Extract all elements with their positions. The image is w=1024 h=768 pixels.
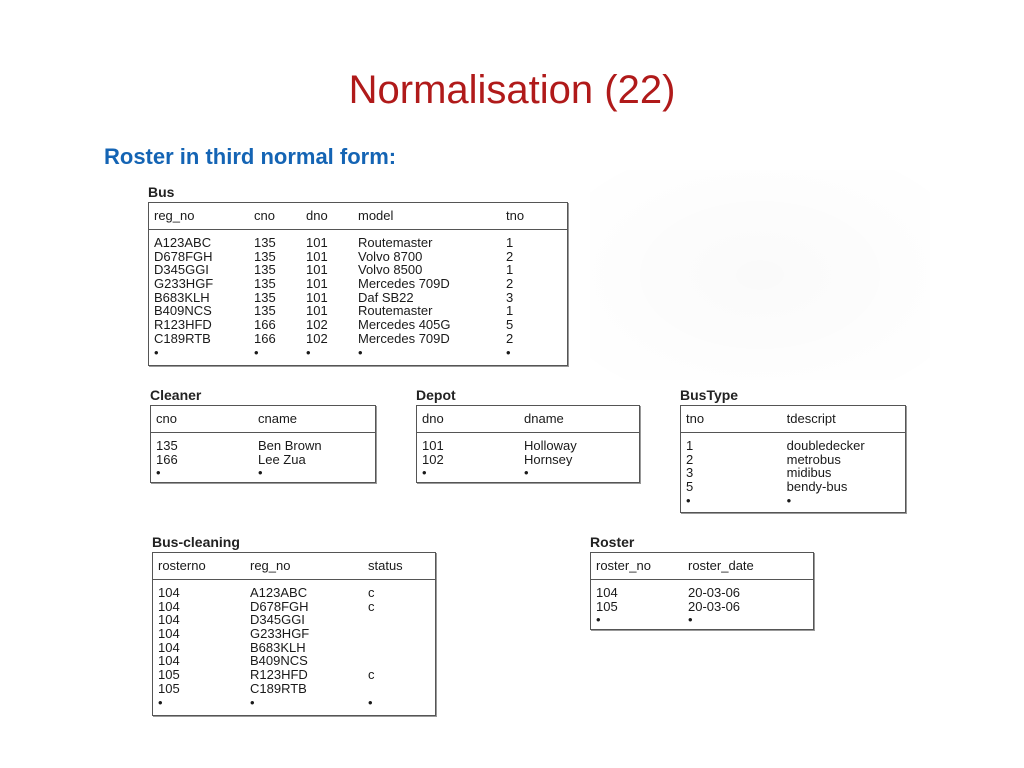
table-cell: 104: [158, 613, 180, 628]
table-cell: 2: [506, 277, 514, 291]
table-cell: 135: [254, 304, 276, 319]
table-row: [153, 586, 435, 600]
table-row: [149, 236, 567, 250]
table-roster: [590, 532, 814, 630]
table-title: Depot: [416, 387, 456, 403]
table-cell: 105: [158, 681, 180, 696]
table-row: [151, 439, 375, 453]
table-cell: 2: [506, 331, 514, 346]
table-depot: [416, 385, 640, 483]
table-cell: Volvo 8500: [358, 263, 423, 278]
table-cell: Ben Brown: [258, 439, 322, 453]
table-cell: 101: [306, 304, 328, 319]
table-cell: 101: [306, 249, 328, 264]
table-row: [153, 696, 435, 710]
table-row: [681, 439, 905, 453]
table-cell: 5: [506, 318, 514, 332]
table-row: [149, 346, 567, 360]
table-cell: •: [422, 466, 427, 481]
table-bus: [148, 182, 568, 366]
table-box: [590, 552, 814, 630]
table-cell: G233HGF: [250, 627, 310, 641]
column-header: dno: [306, 208, 328, 223]
table-cell: •: [250, 695, 255, 710]
table-header-row: [681, 406, 905, 433]
table-row: [591, 600, 813, 614]
table-cell: bendy-bus: [786, 480, 848, 494]
column-header: tno: [686, 411, 705, 426]
table-row: [151, 453, 375, 467]
table-cell: Lee Zua: [258, 452, 306, 467]
table-cell: Mercedes 405G: [358, 318, 451, 332]
table-cell: 3: [686, 466, 694, 481]
table-cell: •: [258, 466, 263, 481]
table-cell: •: [306, 345, 311, 360]
table-box: [148, 202, 568, 366]
table-cell: 3: [506, 290, 514, 305]
background-smudge: [590, 170, 930, 380]
table-row: [149, 291, 567, 305]
table-cell: B409NCS: [250, 654, 308, 669]
table-title: Roster: [590, 534, 635, 550]
table-row: [681, 494, 905, 508]
table-cell: •: [596, 613, 601, 628]
table-cell: D678FGH: [154, 249, 213, 264]
table-cell: B683KLH: [250, 640, 306, 655]
table-cell: metrobus: [786, 452, 841, 467]
table-cell: Mercedes 709D: [358, 277, 450, 291]
table-cell: [368, 627, 428, 641]
table-cell: 135: [254, 277, 276, 291]
table-row: [681, 466, 905, 480]
table-cell: •: [158, 695, 163, 710]
table-cell: •: [786, 493, 792, 508]
table-bustype: [680, 385, 906, 513]
table-cell: 135: [254, 290, 276, 305]
table-cell: •: [154, 345, 159, 360]
table-row: [591, 613, 813, 627]
table-row: [153, 641, 435, 655]
table-row: [149, 263, 567, 277]
table-cell: 135: [156, 439, 178, 453]
table-cleaner: [150, 385, 376, 483]
table-cell: c: [368, 599, 375, 614]
table-title: BusType: [680, 387, 739, 403]
table-row: [149, 332, 567, 346]
table-cell: 2: [506, 249, 514, 264]
table-cell: Mercedes 709D: [358, 331, 450, 346]
slide-title: Normalisation (22): [348, 68, 676, 112]
table-title: Bus: [148, 184, 175, 200]
column-header: tno: [506, 208, 525, 223]
table-cell: 166: [254, 331, 276, 346]
table-row: [417, 439, 639, 453]
table-cell: •: [524, 466, 529, 481]
table-cell: 166: [254, 318, 276, 332]
table-cell: 1: [686, 439, 694, 453]
table-row: [153, 600, 435, 614]
table-row: [149, 304, 567, 318]
table-cell: 5: [686, 480, 694, 494]
table-cell: 1: [506, 263, 514, 278]
table-cell: •: [368, 695, 373, 710]
table-cell: R123HFD: [154, 318, 212, 332]
table-cell: Hornsey: [524, 452, 573, 467]
column-header: rosterno: [158, 558, 206, 573]
column-header: dno: [422, 411, 444, 426]
table-row: [149, 250, 567, 264]
table-cell: 102: [306, 331, 328, 346]
table-cell: 20-03-06: [688, 586, 741, 600]
table-row: [151, 466, 375, 480]
table-cell: A123ABC: [154, 236, 212, 250]
table-row: [681, 453, 905, 467]
table-cell: 102: [422, 452, 444, 467]
table-cell: 104: [158, 654, 180, 669]
table-cell: [368, 682, 428, 696]
table-cell: 102: [306, 318, 328, 332]
table-cell: 2: [686, 452, 694, 467]
table-box: [152, 552, 436, 716]
table-row: [153, 627, 435, 641]
table-cell: R123HFD: [250, 668, 308, 682]
table-cell: c: [368, 668, 375, 682]
table-cell: [368, 613, 428, 627]
table-cell: Routemaster: [358, 236, 433, 250]
slide-subtitle: Roster in third normal form:: [104, 144, 397, 169]
table-box: [416, 405, 640, 483]
column-header: roster_date: [688, 558, 754, 573]
table-cell: 135: [254, 236, 276, 250]
table-row: [153, 613, 435, 627]
table-cell: B683KLH: [154, 290, 210, 305]
table-cell: 135: [254, 263, 276, 278]
column-header: reg_no: [250, 558, 291, 573]
table-header-row: [151, 406, 375, 433]
table-cell: 104: [158, 640, 180, 655]
table-cell: 101: [422, 439, 444, 453]
table-row: [417, 453, 639, 467]
table-row: [149, 318, 567, 332]
table-cell: 105: [596, 599, 618, 614]
table-header-row: [153, 553, 435, 580]
column-header: model: [358, 208, 394, 223]
column-header: cname: [258, 411, 298, 426]
table-cell: 104: [596, 586, 618, 600]
column-header: dname: [524, 411, 564, 426]
table-cell: •: [506, 345, 511, 360]
table-cell: Volvo 8700: [358, 249, 423, 264]
table-box: [150, 405, 376, 483]
table-cell: •: [686, 493, 691, 508]
table-cell: D345GGI: [154, 263, 209, 278]
table-title: Cleaner: [150, 387, 202, 403]
table-cell: [368, 641, 428, 655]
table-cell: C189RTB: [154, 331, 211, 346]
table-row: [417, 466, 639, 480]
table-row: [153, 668, 435, 682]
table-cell: 135: [254, 249, 276, 264]
table-header-row: [591, 553, 813, 580]
table-row: [153, 682, 435, 696]
table-bus-cleaning: [152, 532, 436, 716]
table-cell: A123ABC: [250, 586, 308, 600]
table-cell: 101: [306, 290, 328, 305]
table-row: [149, 277, 567, 291]
table-header-row: [417, 406, 639, 433]
table-cell: 105: [158, 668, 180, 682]
table-cell: D345GGI: [250, 613, 305, 628]
table-cell: B409NCS: [154, 304, 212, 319]
table-cell: •: [358, 345, 363, 360]
column-header: reg_no: [154, 208, 195, 223]
table-cell: G233HGF: [154, 277, 214, 291]
table-cell: 104: [158, 627, 180, 641]
table-cell: •: [254, 345, 259, 360]
table-cell: 1: [506, 304, 514, 319]
table-header-row: [149, 203, 567, 230]
table-cell: 101: [306, 236, 328, 250]
column-header: cno: [254, 208, 275, 223]
table-row: [153, 654, 435, 668]
table-cell: [368, 654, 428, 668]
table-cell: doubledecker: [786, 439, 865, 453]
table-cell: 166: [156, 452, 178, 467]
table-cell: midibus: [786, 466, 832, 481]
table-cell: C189RTB: [250, 681, 307, 696]
table-cell: 104: [158, 586, 180, 600]
table-cell: Holloway: [524, 439, 577, 453]
table-cell: 101: [306, 277, 328, 291]
table-cell: D678FGH: [250, 599, 309, 614]
table-cell: Routemaster: [358, 304, 433, 319]
table-cell: 20-03-06: [688, 599, 741, 614]
column-header: roster_no: [596, 558, 651, 573]
table-row: [681, 480, 905, 494]
table-cell: •: [688, 613, 693, 628]
table-title: Bus-cleaning: [152, 534, 240, 550]
table-row: [591, 586, 813, 600]
table-cell: •: [156, 466, 161, 481]
column-header: cno: [156, 411, 177, 426]
column-header: tdescript: [786, 411, 836, 426]
table-cell: c: [368, 586, 375, 600]
column-header: status: [368, 558, 403, 573]
table-cell: 104: [158, 599, 180, 614]
table-box: [680, 405, 906, 513]
table-cell: 1: [506, 236, 514, 250]
table-cell: 101: [306, 263, 328, 278]
table-cell: Daf SB22: [358, 290, 414, 305]
